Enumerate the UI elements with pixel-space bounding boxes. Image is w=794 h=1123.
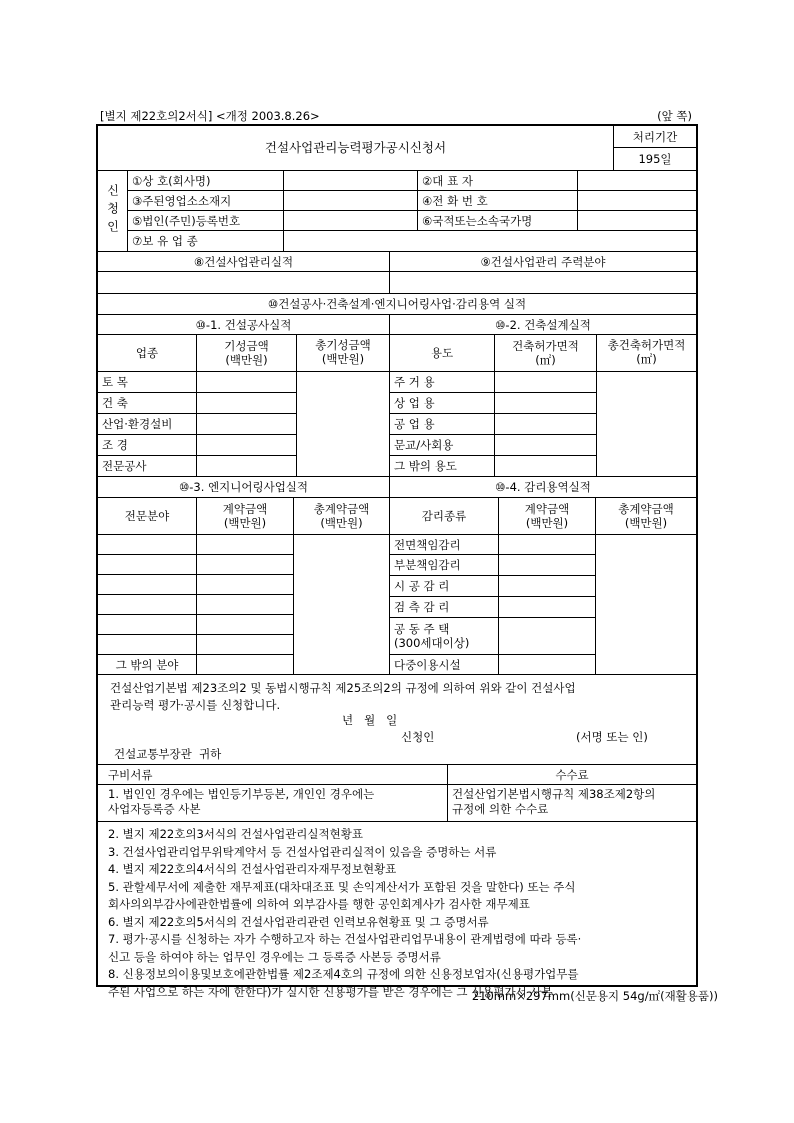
architecture-row-label: 문교/사회용 [390,435,495,456]
documents-list-item: 8. 신용정보의이용및보호에관한법률 제2조제4호의 규정에 의한 신용정보업자(신용평가업무를 주된 사업으로 하는 자에 한한다)가 실시한 신용평가를 받은 경우에는 그 신용평가서 사본 [108,967,579,999]
processing-period-days: 195일 [614,148,696,171]
engineering-col-total: 총계약금액 (백만원) [294,498,390,535]
corp-reg-no-label: ⑤법인(주민)등록번호 [128,211,284,231]
construction-row-label: 산업·환경설비 [98,414,197,435]
supervision-row-amount[interactable] [499,597,596,618]
construction-row-amount[interactable] [197,414,297,435]
engineering-other-label: 그 밖의 분야 [98,655,197,675]
supervision-row-label: 부분책임감리 [390,555,499,576]
architecture-row-area[interactable] [495,372,597,393]
main-office-label: ③주된영업소소재지 [128,191,284,211]
supervision-row-label: 검 측 감 리 [390,597,499,618]
declaration-addressee: 건설교통부장관 귀하 [114,747,222,761]
engineering-row-field[interactable] [98,575,197,595]
trade-name-label: ①상 호(회사명) [128,171,284,191]
form-id: [별지 제22호의2서식] <개정 2003.8.26> [100,109,320,123]
construction-row-amount[interactable] [197,393,297,414]
corp-reg-no-field[interactable] [284,211,418,231]
business-type-label: ⑦보 유 업 종 [128,231,284,252]
engineering-title: ⑩-3. 엔지니어링사업실적 [98,477,390,498]
engineering-row-field[interactable] [98,615,197,635]
declaration-block [98,675,696,765]
engineering-row-amount[interactable] [197,595,294,615]
construction-row-label: 전문공사 [98,456,197,477]
supervision-row-label: 전면책임감리 [390,535,499,555]
documents-list-item: 5. 관할세무서에 제출한 재무제표(대차대조표 및 손익계산서가 포함된 것을 말한다) 또는 주식 회사의외부감사에관한법률에 의하여 외부감사를 행한 공인회계사가 검사한 재무제표 [108,879,576,911]
construction-col-type: 업종 [98,335,197,372]
declaration-applicant: 신청인 [401,730,435,744]
architecture-row-area[interactable] [495,414,597,435]
architecture-row-label: 공 업 용 [390,414,495,435]
representative-field[interactable] [578,171,696,191]
declaration-line-1: 건설산업기본법 제23조의2 및 동법시행규칙 제25조의2의 규정에 의하여 위와 같이 건설사업 [110,681,576,695]
phone-label: ④전 화 번 호 [418,191,578,211]
engineering-row-amount[interactable] [197,555,294,575]
architecture-row-area[interactable] [495,456,597,477]
business-type-field[interactable] [284,231,696,252]
architecture-row-label: 상 업 용 [390,393,495,414]
processing-period-label: 처리기간 [614,126,696,148]
mgmt-record-header: ⑧건설사업관리실적 [98,252,390,272]
engineering-total-field[interactable] [294,535,390,675]
architecture-row-label: 그 밖의 용도 [390,456,495,477]
architecture-row-label: 주 거 용 [390,372,495,393]
architecture-row-area[interactable] [495,435,597,456]
page-side: (앞 쪽) [657,109,692,123]
combined-records-title: ⑩건설공사·건축설계·엔지니어링사업·감리용역 실적 [98,294,696,315]
documents-list-item: 4. 별지 제22호의4서식의 건설사업관리자재무정보현황표 [108,862,397,876]
documents-list-item: 6. 별지 제22호의5서식의 건설사업관리관련 인력보유현황표 및 그 증명서류 [108,914,489,929]
supervision-row-amount[interactable] [499,618,596,655]
main-field-field[interactable] [390,272,696,294]
construction-row-amount[interactable] [197,456,297,477]
supervision-total-field[interactable] [596,535,696,675]
declaration-sign[interactable]: (서명 또는 인) [576,730,648,744]
construction-row-label: 조 경 [98,435,197,456]
supervision-col-amount: 계약금액 (백만원) [499,498,596,535]
fee-text: 건설산업기본법시행규칙 제38조제2항의 규정에 의한 수수료 [448,785,696,822]
supervision-title: ⑩-4. 감리용역실적 [390,477,696,498]
construction-col-amount: 기성금액 (백만원) [197,335,297,372]
engineering-row-field[interactable] [98,595,197,615]
documents-title: 구비서류 [98,765,448,785]
supervision-row-amount[interactable] [499,535,596,555]
construction-row-label: 건 축 [98,393,197,414]
supervision-row-amount[interactable] [499,655,596,675]
engineering-other-amount[interactable] [197,655,294,675]
architecture-title: ⑩-2. 건축설계실적 [390,315,696,335]
supervision-row-label: 다중이용시설 [390,655,499,675]
applicant-label [98,171,128,252]
supervision-col-type: 감리종류 [390,498,499,535]
construction-row-amount[interactable] [197,372,297,393]
engineering-row-field[interactable] [98,555,197,575]
representative-label: ②대 표 자 [418,171,578,191]
declaration-date: 년 월 일 [342,713,398,727]
architecture-col-total: 총건축허가면적 (㎡) [597,335,696,372]
engineering-row-amount[interactable] [197,535,294,555]
engineering-row-field[interactable] [98,635,197,655]
construction-title: ⑩-1. 건설공사실적 [98,315,390,335]
engineering-row-amount[interactable] [197,635,294,655]
documents-list-item: 2. 별지 제22호의3서식의 건설사업관리실적현황표 [108,827,363,841]
architecture-col-use: 용도 [390,335,495,372]
architecture-col-area: 건축허가면적 (㎡) [495,335,597,372]
supervision-row-amount[interactable] [499,576,596,597]
form-header [96,106,696,124]
engineering-row-amount[interactable] [197,615,294,635]
declaration-line-2: 관리능력 평가·공시를 신청합니다. [110,698,281,712]
paper-spec: 210mm×297mm(신문용지 54g/㎡(재활용품)) [471,989,718,1003]
mgmt-record-field[interactable] [98,272,390,294]
construction-col-total: 총기성금액 (백만원) [297,335,390,372]
trade-name-field[interactable] [284,171,418,191]
main-field-header: ⑨건설사업관리 주력분야 [390,252,696,272]
supervision-row-label: 공 동 주 택 (300세대이상) [390,618,499,655]
engineering-col-field: 전문분야 [98,498,197,535]
engineering-row-amount[interactable] [197,575,294,595]
engineering-row-field[interactable] [98,535,197,555]
phone-field[interactable] [578,191,696,211]
architecture-total-field[interactable] [597,372,696,477]
construction-row-amount[interactable] [197,435,297,456]
main-office-field[interactable] [284,191,418,211]
construction-row-label: 토 목 [98,372,197,393]
documents-list-item: 7. 평가·공시를 신청하는 자가 수행하고자 하는 건설사업관리업무내용이 관계법령에 따라 등록· 신고 등을 하여야 하는 업무인 경우에는 그 등록증 사본등 증명서류 [108,932,582,964]
construction-total-field[interactable] [297,372,390,477]
architecture-row-area[interactable] [495,393,597,414]
supervision-row-amount[interactable] [499,555,596,576]
nationality-label: ⑥국적또는소속국가명 [418,211,578,231]
engineering-col-amount: 계약금액 (백만원) [197,498,294,535]
supervision-col-total: 총계약금액 (백만원) [596,498,696,535]
documents-list-item: 3. 건설사업관리업무위탁계약서 등 건설사업관리실적이 있음을 증명하는 서류 [108,844,497,859]
applicant-label-text: 신청인 [105,184,120,238]
supervision-row-label: 시 공 감 리 [390,576,499,597]
form-title: 건설사업관리능력평가공시신청서 [98,126,614,171]
nationality-field[interactable] [578,211,696,231]
fee-title: 수수료 [448,765,696,785]
documents-item-1: 1. 법인인 경우에는 법인등기부등본, 개인인 경우에는 사업자등록증 사본 [98,785,448,822]
